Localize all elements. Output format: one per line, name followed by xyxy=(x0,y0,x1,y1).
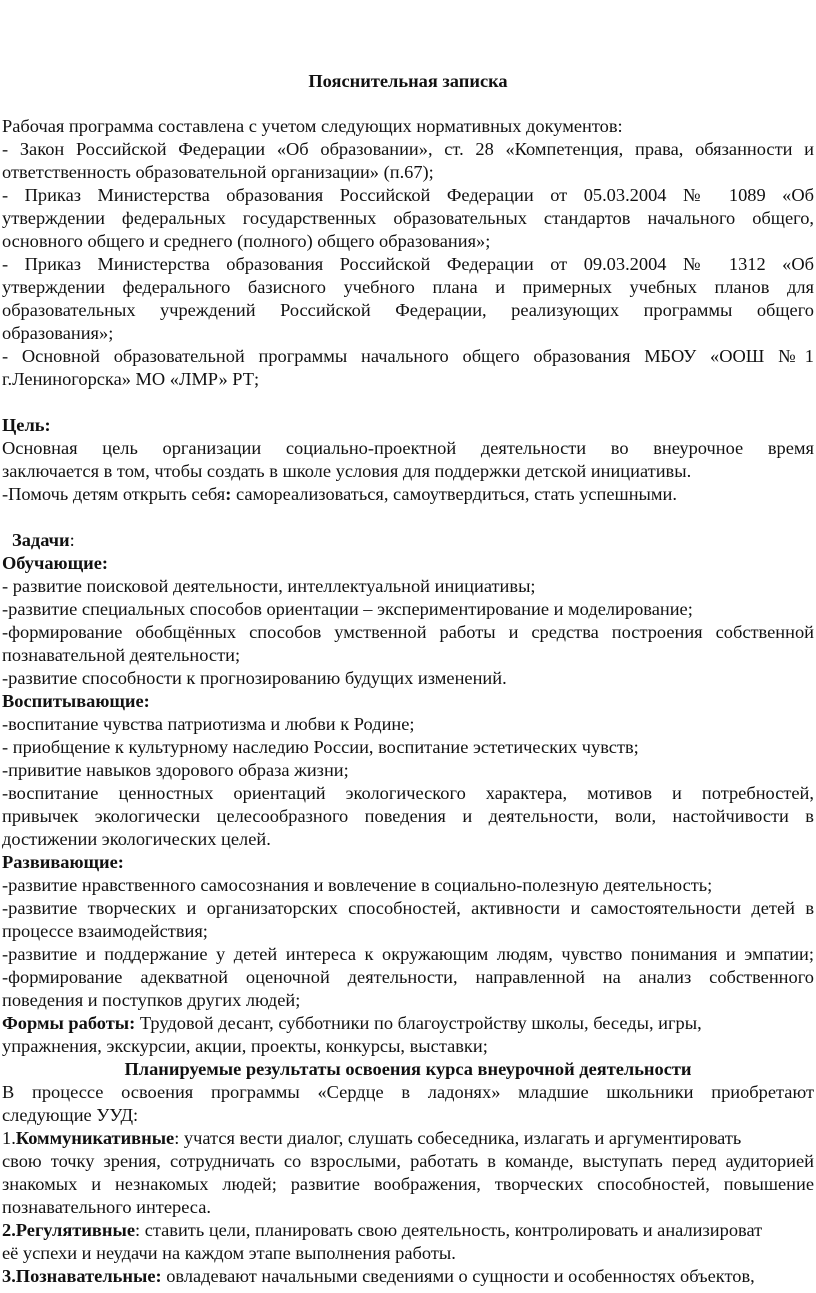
doc-3-line-2: утверждении федерального базисного учебного плана и примерных учебных планов для xyxy=(2,277,814,297)
comm-text-1: : учатся вести диалог, слушать собеседника, излагать и аргументировать xyxy=(174,1128,742,1148)
upbringing-line-3: -привитие навыков здорового образа жизни; xyxy=(2,760,349,780)
teaching-line-5: -развитие способности к прогнозированию будущих изменений. xyxy=(2,668,507,688)
doc-2-line-2: утверждении федеральных государственных образовательных стандартов начального общего, xyxy=(2,208,814,228)
reg-label: 2.Регулятивные xyxy=(2,1220,135,1240)
comm-line-4: познавательного интереса. xyxy=(2,1197,211,1217)
goal-line-2: заключается в том, чтобы создать в школе условия для поддержки детской инициативы. xyxy=(2,461,692,481)
doc-1-line-1: - Закон Российской Федерации «Об образовании», ст. 28 «Компетенция, права, обязанности и xyxy=(2,139,814,159)
upbringing-line-5: привычек экологически целесообразного поведения и деятельности, воли, настойчивости в xyxy=(2,806,814,826)
goal-line-3a: -Помочь детям открыть себя xyxy=(2,484,226,504)
comm-num: 1. xyxy=(2,1128,16,1148)
developing-line-5: -формирование адекватной оценочной деятельности, направленной на анализ собственного xyxy=(2,967,814,987)
cog-label: 3.Познавательные: xyxy=(2,1266,162,1286)
tasks-heading: Задачи xyxy=(12,530,70,550)
developing-line-1: -развитие нравственного самосознания и вовлечение в социально-полезную деятельность; xyxy=(2,875,713,895)
developing-line-3: процессе взаимодействия; xyxy=(2,921,208,941)
developing-heading: Развивающие: xyxy=(2,852,124,872)
reg-text-1: : ставить цели, планировать свою деятельность, контролировать и анализироват xyxy=(134,1220,763,1240)
doc-3-line-3: образовательных учреждений Российской Федерации, реализующих программы общего xyxy=(2,300,814,320)
page-title: Пояснительная записка xyxy=(308,71,508,91)
developing-line-4: -развитие и поддержание у детей интереса к окружающим людям, чувство понимания и эмпатии; xyxy=(2,944,814,964)
upbringing-line-6: достижении экологических целей. xyxy=(2,829,271,849)
cog-text-1: овладевают начальными сведениями о сущности и особенностях объектов, xyxy=(161,1266,755,1286)
forms-line-1 xyxy=(2,1012,814,1035)
upbringing-line-4: -воспитание ценностных ориентаций экологического характера, мотивов и потребностей, xyxy=(2,783,814,803)
doc-2-line-1: - Приказ Министерства образования Российской Федерации от 05.03.2004 № 1089 «Об xyxy=(2,185,814,205)
teaching-line-2: -развитие специальных способов ориентации – экспериментирование и моделирование; xyxy=(2,599,693,619)
forms-text-1: Трудовой десант, субботники по благоустройству школы, беседы, игры, xyxy=(135,1013,702,1033)
upbringing-heading: Воспитывающие: xyxy=(2,691,150,711)
comm-line-3: знакомых и незнакомых людей; развитие воображения, творческих способностей, повышение xyxy=(2,1174,814,1194)
comm-label: Коммуникативные xyxy=(15,1128,175,1148)
teaching-line-1: - развитие поисковой деятельности, интеллектуальной инициативы; xyxy=(2,576,536,596)
goal-colon: : xyxy=(225,484,232,504)
cog-line-1 xyxy=(2,1265,814,1288)
comm-line-1 xyxy=(2,1127,814,1150)
doc-4-line-1: - Основной образовательной программы начального общего образования МБОУ «ООШ №1 xyxy=(2,346,814,366)
goal-line-3 xyxy=(2,483,814,506)
forms-line-2: упражнения, экскурсии, акции, проекты, конкурсы, выставки; xyxy=(2,1036,488,1056)
upbringing-line-2: - приобщение к культурному наследию России, воспитание эстетических чувств; xyxy=(2,737,639,757)
intro-text: Рабочая программа составлена с учетом следующих нормативных документов: xyxy=(2,116,623,136)
reg-line-1 xyxy=(2,1219,814,1242)
teaching-line-4: познавательной деятельности; xyxy=(2,645,241,665)
doc-3-line-1: - Приказ Министерства образования Российской Федерации от 09.03.2004 № 1312 «Об xyxy=(2,254,814,274)
forms-label: Формы работы: xyxy=(2,1013,136,1033)
teaching-line-3: -формирование обобщённых способов умственной работы и средства построения собственной xyxy=(2,622,814,642)
goal-heading: Цель: xyxy=(2,415,51,435)
goal-line-3c: самореализоваться, самоутвердиться, стать успешными. xyxy=(231,484,677,504)
doc-2-line-3: основного общего и среднего (полного) общего образования»; xyxy=(2,231,491,251)
teaching-heading: Обучающие: xyxy=(2,553,109,573)
upbringing-line-1: -воспитание чувства патриотизма и любви к Родине; xyxy=(2,714,415,734)
doc-1-line-2: ответственность образовательной организации» (п.67); xyxy=(2,162,434,182)
doc-3-line-4: образования»; xyxy=(2,323,114,343)
results-line-1: В процессе освоения программы «Сердце в ладонях» младшие школьники приобретают xyxy=(2,1082,814,1102)
goal-line-1: Основная цель организации социально-проектной деятельности во внеурочное время xyxy=(2,438,814,458)
comm-line-2: свою точку зрения, сотрудничать со взрослыми, работать в команде, выступать перед аудиторией xyxy=(2,1151,814,1171)
reg-line-2: её успехи и неудачи на каждом этапе выполнения работы. xyxy=(2,1243,456,1263)
results-heading: Планируемые результаты освоения курса внеурочной деятельности xyxy=(124,1059,692,1079)
tasks-heading-line xyxy=(12,529,812,552)
tasks-colon: : xyxy=(69,530,75,550)
results-line-2: следующие УУД: xyxy=(2,1105,139,1125)
doc-4-line-2: г.Лениногорска» МО «ЛМР» РТ; xyxy=(2,369,260,389)
developing-line-2: -развитие творческих и организаторских способностей, активности и самостоятельности детей в xyxy=(2,898,814,918)
developing-line-6: поведения и поступков других людей; xyxy=(2,990,301,1010)
